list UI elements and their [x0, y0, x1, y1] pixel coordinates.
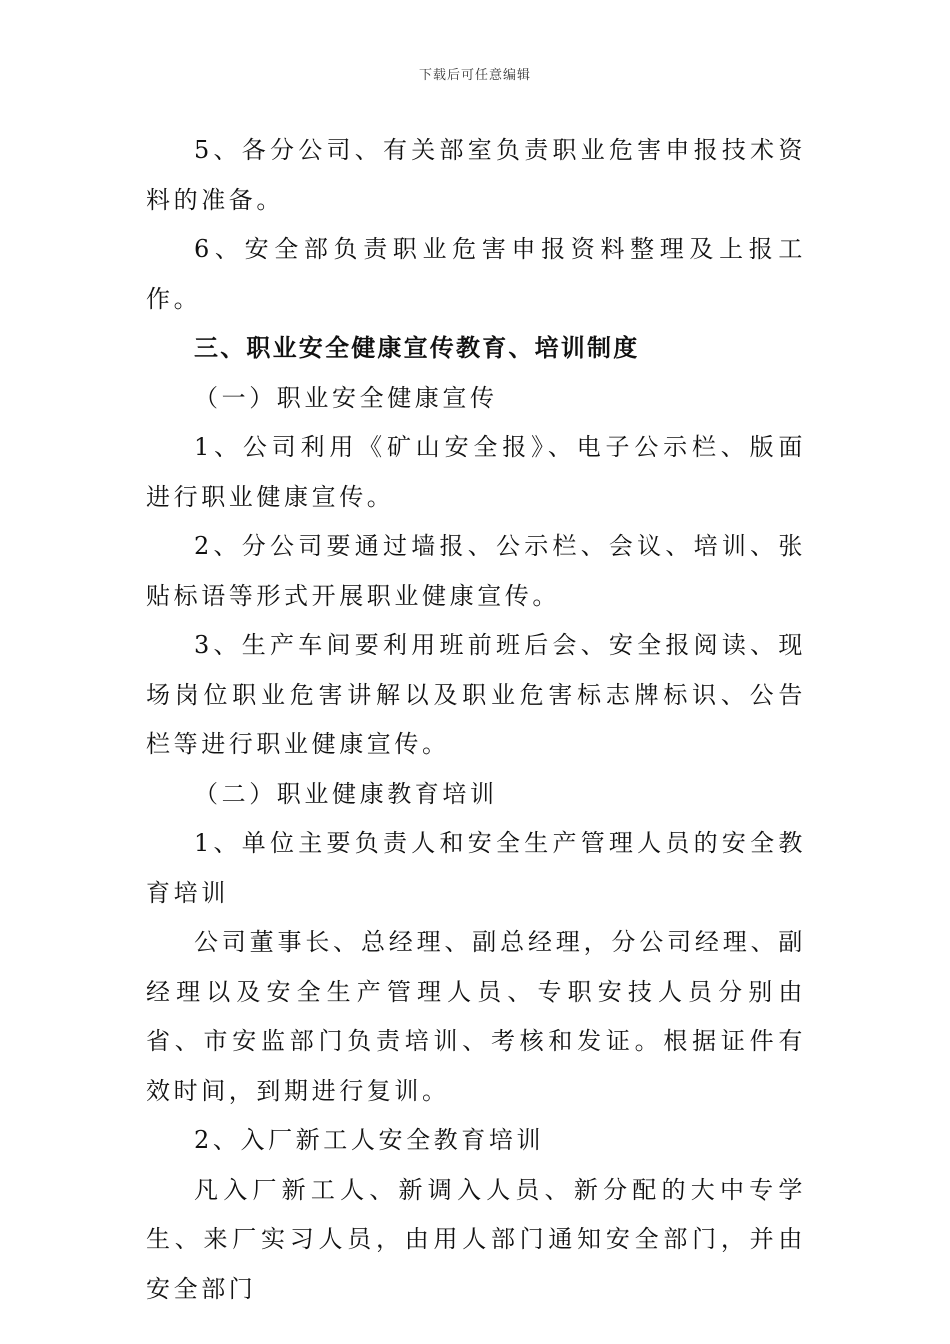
- paragraph-training-1-detail: 公司董事长、总经理、副总经理，分公司经理、副经理以及安全生产管理人员、专职安技人员分别由省、市安监部门负责培训、考核和发证。根据证件有效时间，到期进行复训。: [146, 928, 806, 1105]
- document-body: [146, 126, 806, 1314]
- paragraph-item-5: 5、各分公司、有关部室负责职业危害申报技术资料的准备。: [146, 136, 806, 214]
- paragraph-publicity-2: 2、分公司要通过墙报、公示栏、会议、培训、张贴标语等形式开展职业健康宣传。: [146, 532, 806, 610]
- paragraph-training-1: 1、单位主要负责人和安全生产管理人员的安全教育培训: [146, 829, 806, 907]
- paragraph-item-6: 6、安全部负责职业危害申报资料整理及上报工作。: [146, 235, 806, 313]
- paragraph-publicity-1: 1、公司利用《矿山安全报》、电子公示栏、版面进行职业健康宣传。: [146, 433, 806, 511]
- page-header: 下载后可任意编辑: [418, 68, 531, 83]
- paragraph-training-2: 2、入厂新工人安全教育培训: [194, 1126, 545, 1154]
- paragraph-training-2-detail: 凡入厂新工人、新调入人员、新分配的大中专学生、来厂实习人员，由用人部门通知安全部门，并由安全部门: [146, 1175, 806, 1303]
- section-heading-3: 三、职业安全健康宣传教育、培训制度: [194, 334, 640, 362]
- subsection-heading-1: （一）职业安全健康宣传: [194, 383, 498, 412]
- subsection-heading-2: （二）职业健康教育培训: [194, 779, 498, 808]
- paragraph-publicity-3: 3、生产车间要利用班前班后会、安全报阅读、现场岗位职业危害讲解以及职业危害标志牌标识、公告栏等进行职业健康宣传。: [146, 631, 806, 758]
